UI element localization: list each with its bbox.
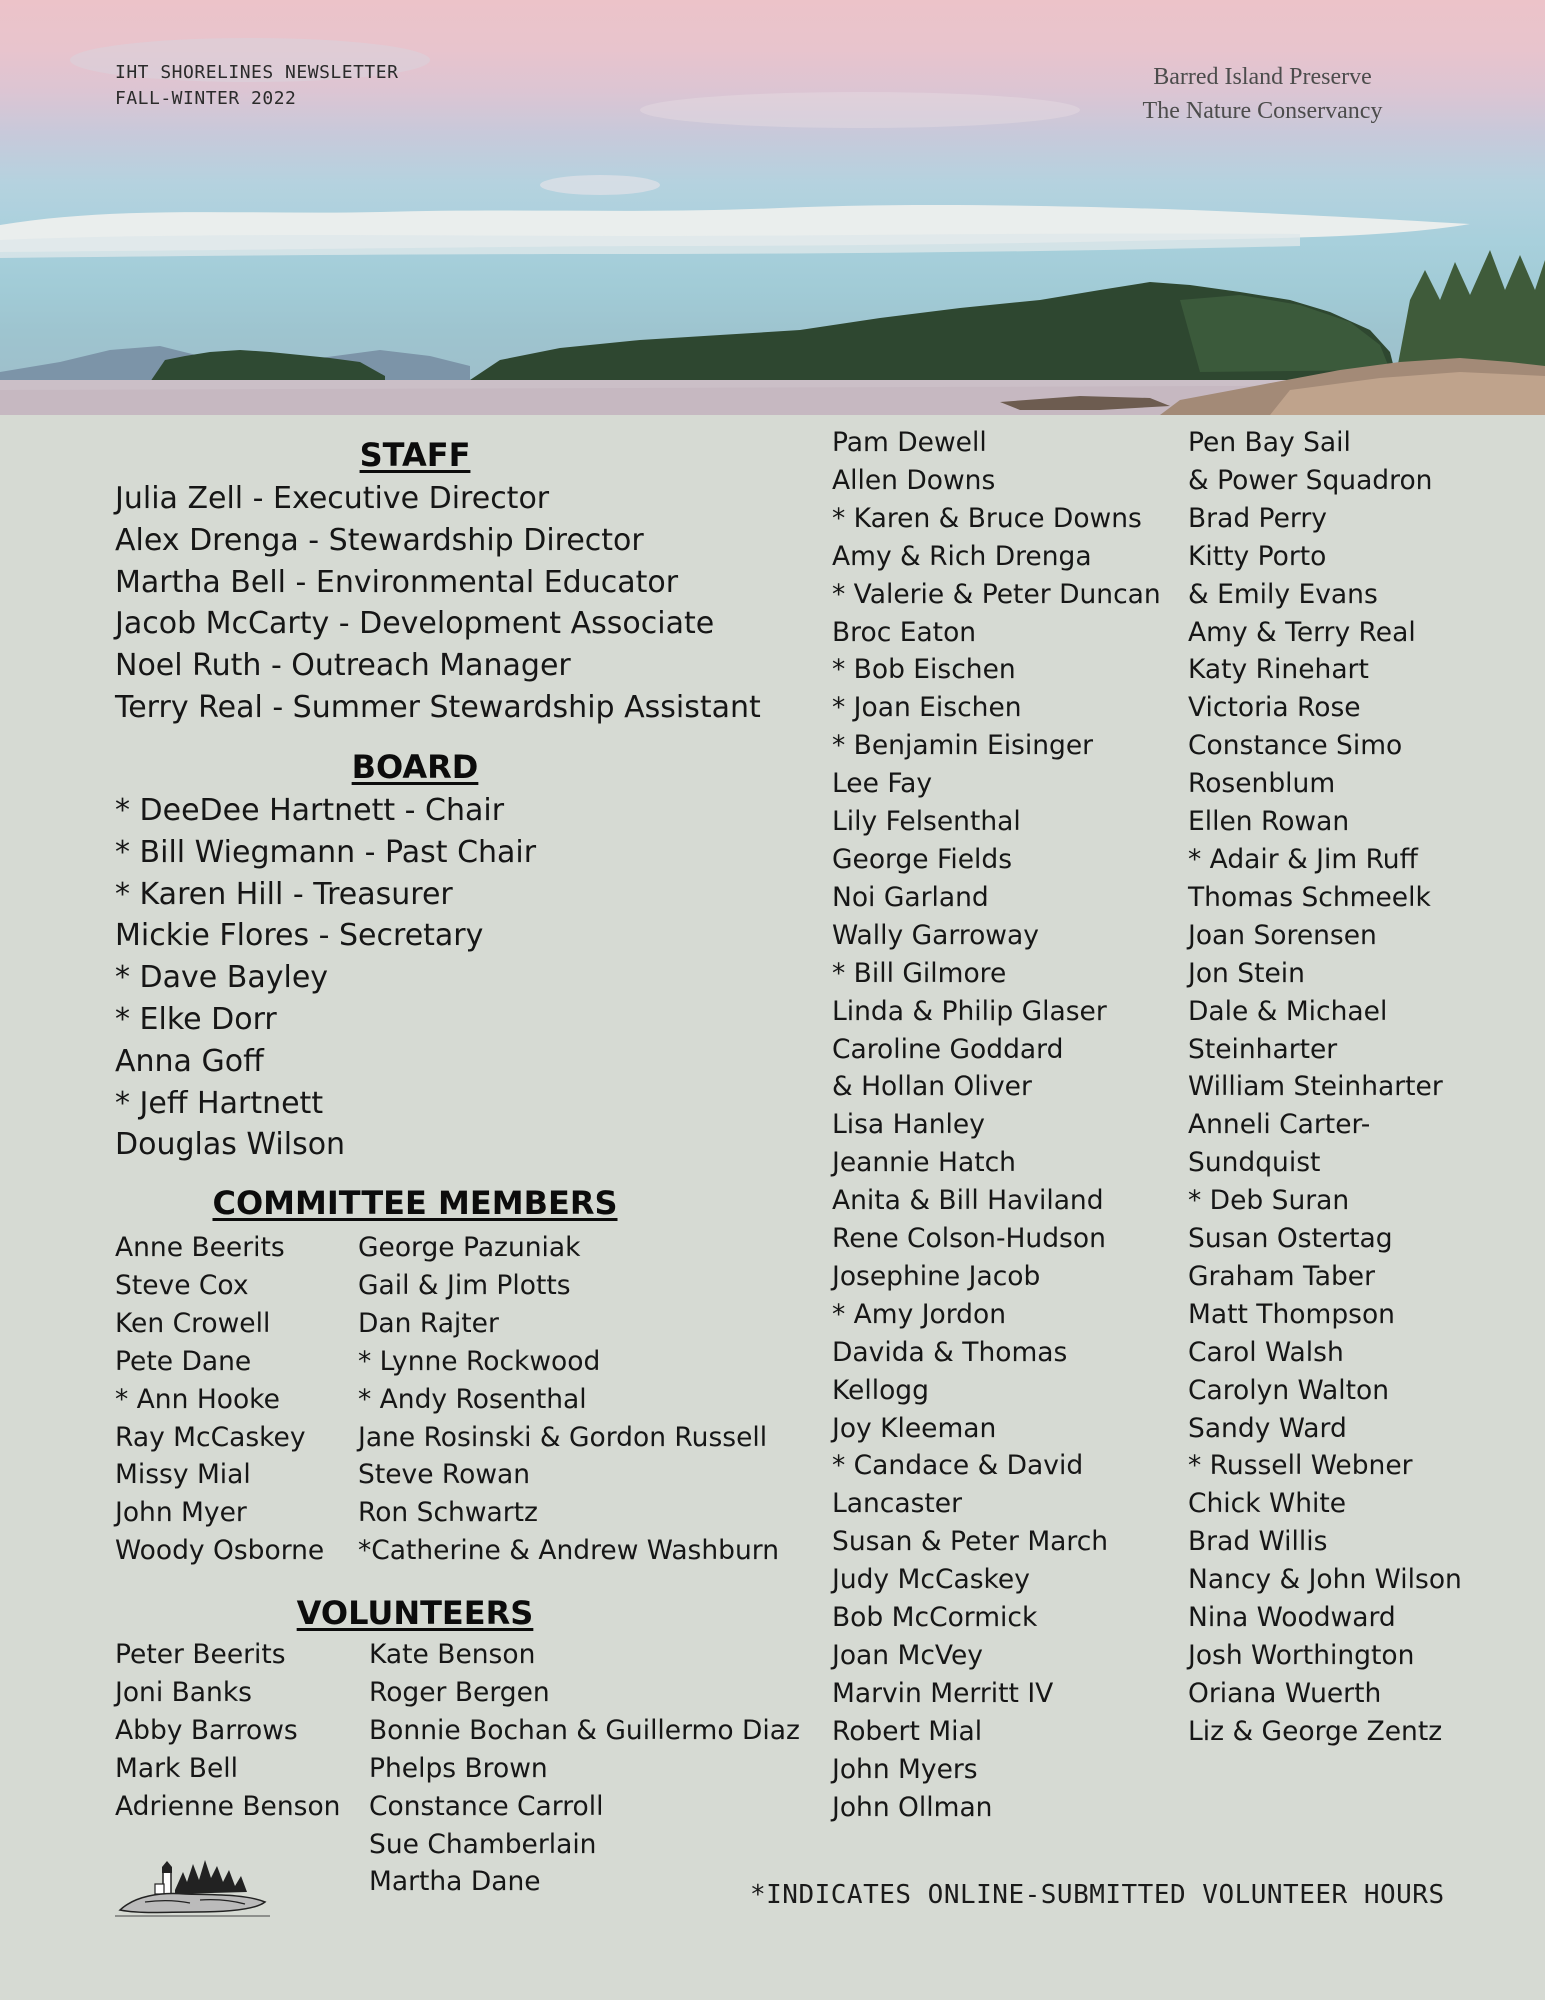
volunteer-name: Matt Thompson [1188, 1298, 1395, 1330]
staff-member: Jacob McCarty - Development Associate [115, 606, 715, 642]
volunteer-name: Noi Garland [832, 881, 989, 913]
photo-location: Barred Island Preserve [1153, 64, 1372, 90]
volunteer-name: Phelps Brown [369, 1752, 548, 1784]
board-member: Mickie Flores - Secretary [115, 918, 484, 954]
board-heading: BOARD [351, 748, 479, 786]
volunteer-name: Lisa Hanley [832, 1109, 985, 1141]
volunteer-name: Carol Walsh [1188, 1336, 1344, 1368]
volunteer-name: * Amy Jordon [832, 1298, 1007, 1330]
volunteer-name: Roger Bergen [369, 1676, 550, 1708]
volunteer-name: * Deb Suran [1188, 1185, 1350, 1217]
board-list [115, 790, 536, 1166]
committee-member: Ron Schwartz [358, 1497, 538, 1529]
volunteers-column-2 [369, 1636, 800, 1901]
volunteer-name: Marvin Merritt IV [832, 1677, 1054, 1709]
volunteer-name: Sundquist [1188, 1147, 1321, 1179]
volunteer-name: Sue Chamberlain [369, 1828, 597, 1860]
committee-member: Woody Osborne [115, 1535, 325, 1567]
volunteer-name: Davida & Thomas [832, 1336, 1068, 1368]
committee-member: * Andy Rosenthal [358, 1383, 587, 1415]
volunteer-name: Susan & Peter March [832, 1526, 1109, 1558]
volunteer-name: Josh Worthington [1188, 1640, 1415, 1671]
committee-heading: COMMITTEE MEMBERS [212, 1184, 618, 1222]
committee-member: Steve Cox [115, 1269, 249, 1301]
volunteer-name: Joni Banks [115, 1676, 252, 1708]
volunteer-name: Brad Perry [1188, 502, 1327, 534]
volunteer-name: Oriana Wuerth [1188, 1677, 1382, 1709]
volunteer-name: William Steinharter [1188, 1071, 1443, 1103]
board-member: * Elke Dorr [115, 1001, 277, 1037]
volunteer-name: John Ollman [832, 1791, 993, 1823]
staff-heading: STAFF [359, 436, 471, 474]
volunteer-name: Constance Carroll [369, 1790, 604, 1822]
volunteer-name: Joan Sorensen [1188, 919, 1377, 951]
volunteer-name: Liz & George Zentz [1188, 1715, 1443, 1747]
committee-member: George Pazuniak [358, 1232, 581, 1263]
volunteer-name: Chick White [1188, 1488, 1347, 1520]
volunteer-name: Allen Downs [832, 464, 996, 496]
volunteer-name: Ellen Rowan [1188, 806, 1350, 838]
volunteer-name: Linda & Philip Glaser [832, 995, 1107, 1027]
volunteer-name: Kitty Porto [1188, 540, 1327, 572]
volunteer-name: * Adair & Jim Ruff [1188, 843, 1418, 875]
volunteer-name: George Fields [832, 843, 1013, 875]
volunteer-name: * Bill Gilmore [832, 957, 1007, 989]
volunteers-column-3 [832, 424, 1161, 1827]
volunteer-name: Sandy Ward [1188, 1412, 1347, 1444]
volunteer-name: Kate Benson [369, 1639, 536, 1670]
volunteer-name: * Bob Eischen [832, 654, 1016, 686]
volunteer-name: Anneli Carter- [1188, 1109, 1371, 1141]
volunteer-name: Adrienne Benson [115, 1790, 341, 1822]
volunteer-name: Jon Stein [1188, 957, 1305, 989]
committee-member: Gail & Jim Plotts [358, 1269, 571, 1301]
board-member: * Karen Hill - Treasurer [115, 876, 453, 912]
committee-member: John Myer [115, 1497, 247, 1529]
volunteers-column-1 [115, 1636, 340, 1826]
volunteer-name: Steinharter [1188, 1033, 1338, 1065]
board-member: * Bill Wiegmann - Past Chair [115, 834, 537, 870]
volunteer-name: Joy Kleeman [832, 1412, 997, 1444]
volunteer-name: Martha Dane [369, 1866, 541, 1898]
staff-member: Alex Drenga - Stewardship Director [115, 522, 644, 558]
volunteer-name: Lee Fay [832, 768, 933, 800]
volunteer-name: Robert Mial [832, 1715, 983, 1747]
volunteer-name: Joan McVey [832, 1640, 983, 1671]
committee-member: Missy Mial [115, 1459, 251, 1491]
board-member: Douglas Wilson [115, 1127, 346, 1163]
volunteer-name: Nancy & John Wilson [1188, 1564, 1462, 1596]
committee-member: Dan Rajter [358, 1307, 499, 1339]
volunteer-name: Judy McCaskey [832, 1564, 1030, 1596]
volunteer-name: Caroline Goddard [832, 1033, 1064, 1065]
board-member: * Jeff Hartnett [115, 1085, 324, 1121]
volunteer-name: Katy Rinehart [1188, 654, 1369, 686]
volunteer-name: Amy & Rich Drenga [832, 540, 1092, 572]
volunteer-name: Carolyn Walton [1188, 1374, 1390, 1406]
staff-member: Julia Zell - Executive Director [115, 481, 550, 516]
volunteer-name: Bonnie Bochan & Guillermo Diaz [369, 1714, 800, 1746]
volunteer-name: Rosenblum [1188, 768, 1336, 800]
volunteer-name: Bob McCormick [832, 1602, 1038, 1634]
volunteer-name: Victoria Rose [1188, 692, 1361, 724]
staff-list [115, 478, 761, 729]
photo-credit: The Nature Conservancy [1142, 98, 1383, 124]
newsletter-title: IHT SHORELINES NEWSLETTER [115, 62, 399, 83]
volunteer-name: Amy & Terry Real [1188, 616, 1416, 648]
volunteer-name: * Russell Webner [1188, 1450, 1413, 1482]
volunteer-name: Lancaster [832, 1488, 963, 1520]
volunteer-name: Rene Colson-Hudson [832, 1223, 1106, 1255]
volunteer-name: Josephine Jacob [832, 1260, 1041, 1292]
volunteer-name: Thomas Schmeelk [1188, 881, 1431, 913]
header-photo-banner [0, 0, 1545, 415]
volunteer-name: Pen Bay Sail [1188, 427, 1351, 458]
volunteer-name: Constance Simo [1188, 730, 1403, 762]
committee-member: Jane Rosinski & Gordon Russell [358, 1421, 768, 1453]
volunteer-name: * Joan Eischen [832, 692, 1022, 724]
volunteer-name: Nina Woodward [1188, 1602, 1396, 1634]
volunteer-name: Brad Willis [1188, 1526, 1328, 1558]
volunteer-name: Anita & Bill Haviland [832, 1185, 1104, 1217]
volunteers-column-4 [1188, 424, 1462, 1751]
volunteer-name: Peter Beerits [115, 1639, 286, 1670]
staff-member: Noel Ruth - Outreach Manager [115, 648, 571, 684]
committee-member: Ray McCaskey [115, 1421, 306, 1453]
board-member: Anna Goff [115, 1043, 264, 1079]
committee-member: Anne Beerits [115, 1232, 285, 1263]
committee-member: Pete Dane [115, 1345, 252, 1377]
volunteer-name: Graham Taber [1188, 1260, 1376, 1292]
volunteer-name: * Valerie & Peter Duncan [832, 578, 1161, 610]
volunteer-name: * Candace & David [832, 1450, 1084, 1482]
committee-member: Steve Rowan [358, 1459, 531, 1491]
board-member: * Dave Bayley [115, 960, 329, 996]
volunteer-name: John Myers [832, 1753, 978, 1785]
volunteer-name: Broc Eaton [832, 616, 977, 648]
volunteer-name: Jeannie Hatch [832, 1147, 1016, 1179]
volunteer-name: & Hollan Oliver [832, 1071, 1032, 1103]
volunteers-heading: VOLUNTEERS [296, 1594, 534, 1632]
newsletter-issue: FALL-WINTER 2022 [115, 88, 297, 109]
committee-column-1 [115, 1229, 324, 1570]
volunteer-name: Lily Felsenthal [832, 806, 1021, 838]
staff-member: Terry Real - Summer Stewardship Assistant [115, 689, 761, 725]
volunteer-name: * Karen & Bruce Downs [832, 502, 1142, 534]
volunteer-name: Pam Dewell [832, 427, 987, 458]
committee-member: * Ann Hooke [115, 1383, 280, 1415]
volunteer-name: & Power Squadron [1188, 464, 1433, 496]
staff-member: Martha Bell - Environmental Educator [115, 564, 679, 600]
volunteer-name: Mark Bell [115, 1752, 238, 1784]
volunteer-name: Kellogg [832, 1374, 929, 1406]
committee-column-2 [358, 1229, 779, 1570]
volunteer-name: Dale & Michael [1188, 995, 1388, 1027]
volunteer-name: Susan Ostertag [1188, 1223, 1393, 1255]
volunteer-name: & Emily Evans [1188, 578, 1378, 610]
board-member: * DeeDee Hartnett - Chair [115, 793, 505, 828]
committee-member: *Catherine & Andrew Washburn [358, 1535, 779, 1567]
newsletter-masthead [115, 60, 398, 112]
volunteer-name: * Benjamin Eisinger [832, 730, 1094, 762]
volunteer-name: Wally Garroway [832, 919, 1039, 951]
committee-member: * Lynne Rockwood [358, 1345, 601, 1377]
online-hours-footnote: *INDICATES ONLINE-SUBMITTED VOLUNTEER HOURS [750, 1880, 1445, 1910]
committee-member: Ken Crowell [115, 1307, 271, 1339]
photo-caption [1100, 60, 1425, 128]
volunteer-name: Abby Barrows [115, 1714, 298, 1746]
lighthouse-island-logo-icon [115, 1850, 270, 1920]
